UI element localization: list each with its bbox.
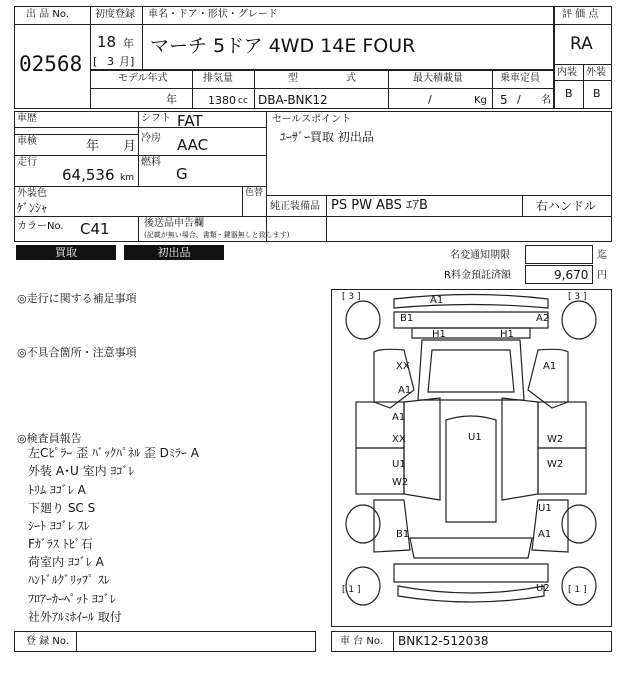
history-label: 車歴 xyxy=(17,113,37,124)
driving-notes-label: ◎走行に関する補足事項 xyxy=(17,292,137,305)
reg-no-label: 登 録 No. xyxy=(26,636,69,647)
divider xyxy=(14,127,266,128)
divider xyxy=(583,64,584,109)
inspection-year-unit: 年 xyxy=(86,139,100,154)
divider xyxy=(266,111,267,242)
divider xyxy=(14,24,91,25)
load-separator: / xyxy=(428,93,432,106)
damage-mark: H1 xyxy=(500,329,514,340)
ac-value: AAC xyxy=(177,136,209,154)
color-change-label: 色替 xyxy=(245,188,264,198)
recycle-unit: 円 xyxy=(597,270,607,281)
year-unit: 年 xyxy=(123,37,134,50)
divider xyxy=(138,111,139,186)
displacement-unit: cc xyxy=(238,96,248,106)
report-line: ｼｰﾄ ﾖｺﾞﾚ ｽﾚ xyxy=(28,519,90,533)
report-line: Fｶﾞﾗｽ ﾄﾋﾞ石 xyxy=(28,537,93,551)
diagram-corner-br: [ 1 ] xyxy=(568,585,587,595)
fuel-value: G xyxy=(176,165,188,183)
month-close: 月] xyxy=(119,55,135,68)
displacement-label: 排気量 xyxy=(203,73,233,84)
mileage-unit: km xyxy=(120,173,134,183)
divider xyxy=(242,186,243,216)
divider xyxy=(138,216,139,242)
defect-notes-label: ◎不具合箇所・注意事項 xyxy=(17,346,137,359)
sales-point-text: ﾕｰｻﾞｰ買取 初出品 xyxy=(280,130,374,144)
capacity-value: 5 xyxy=(500,93,508,107)
damage-mark: W2 xyxy=(547,459,564,470)
model-year-label: モデル年式 xyxy=(118,73,168,84)
report-line: ﾄﾘﾑ ﾖｺﾞﾚ A xyxy=(28,483,86,497)
model-year-unit: 年 xyxy=(166,93,177,106)
divider xyxy=(90,24,554,25)
report-line: ﾌﾛｱｰｶｰﾍﾟｯﾄ ﾖｺﾞﾚ xyxy=(28,592,116,606)
aftermarket-note: (記載が無い場合、書類・鍵器無しと致します) xyxy=(144,231,290,239)
displacement-value: 1380 xyxy=(208,94,236,107)
damage-mark: U1 xyxy=(538,503,552,514)
damage-mark: W2 xyxy=(392,477,409,488)
divider xyxy=(388,70,389,109)
name-change-label: 名変通知期限 xyxy=(450,250,510,261)
damage-mark: A2 xyxy=(536,313,550,324)
divider xyxy=(142,6,143,70)
report-line: 外装 A･U 室内 ﾖｺﾞﾚ xyxy=(28,464,135,478)
equipment-value: PS PW ABS ｴｱB xyxy=(331,198,428,213)
exterior-grade: B xyxy=(593,87,601,100)
report-line: 下廻り SC S xyxy=(28,501,96,515)
inspector-report-label: ◎検査員報告 xyxy=(17,432,82,445)
month-open: [ xyxy=(93,55,98,68)
divider xyxy=(326,216,327,242)
divider xyxy=(14,216,266,217)
type-label-2: 式 xyxy=(346,73,356,84)
divider xyxy=(326,195,327,216)
first-listing-badge: 初出品 xyxy=(124,245,224,260)
damage-mark: XX xyxy=(396,361,410,372)
damage-mark: A1 xyxy=(430,295,444,306)
diagram-corner-tr: [ 3 ] xyxy=(568,292,587,302)
inspection-label: 車検 xyxy=(17,136,37,147)
damage-mark: W2 xyxy=(547,434,564,445)
type-value: DBA-BNK12 xyxy=(258,93,328,107)
diagram-corner-tl: [ 3 ] xyxy=(342,292,361,302)
inspection-month-unit: 月 xyxy=(123,139,137,154)
report-line: 荷室内 ﾖｺﾞﾚ A xyxy=(28,555,104,569)
capacity-label: 乗車定員 xyxy=(500,73,540,84)
first-reg-year: 18 xyxy=(97,33,117,51)
divider xyxy=(266,216,612,217)
shift-value: FAT xyxy=(177,112,203,130)
damage-mark: B1 xyxy=(396,529,410,540)
report-line: 左Cﾋﾟﾗｰ 歪 ﾊﾞｯｸﾊﾟﾈﾙ 歪 Dﾐﾗｰ A xyxy=(28,446,199,460)
lot-number: 02568 xyxy=(19,52,83,76)
divider xyxy=(393,631,394,652)
shift-label: シフト xyxy=(141,113,171,124)
ext-color-value: ｹﾞﾝｼｬ xyxy=(17,201,48,215)
interior-label: 内装 xyxy=(557,67,577,78)
damage-mark: A1 xyxy=(398,385,412,396)
name-change-field xyxy=(525,245,593,264)
sales-point-label: セールスポイント xyxy=(272,114,352,125)
diagram-corner-bl: [ 1 ] xyxy=(342,585,361,595)
first-reg-label: 初度登録 xyxy=(95,9,135,20)
report-line: ﾊﾝﾄﾞﾙｸﾞﾘｯﾌﾟ ｽﾚ xyxy=(28,573,110,587)
divider xyxy=(14,155,266,156)
damage-mark: A1 xyxy=(392,412,406,423)
divider xyxy=(254,70,255,109)
damage-mark: A1 xyxy=(543,361,557,372)
color-no-value: C41 xyxy=(80,220,110,238)
equipment-label: 純正装備品 xyxy=(270,201,320,212)
ext-color-label: 外装色 xyxy=(17,188,47,199)
divider xyxy=(14,186,266,187)
exterior-label: 外装 xyxy=(586,67,606,78)
grade-value: RA xyxy=(570,34,593,54)
car-outline xyxy=(332,290,611,626)
divider xyxy=(76,631,77,652)
interior-grade: B xyxy=(565,87,573,100)
capacity-separator: / xyxy=(517,93,521,106)
lot-label: 出 品 No. xyxy=(26,9,69,20)
name-change-unit: 迄 xyxy=(597,250,607,261)
damage-mark: A1 xyxy=(538,529,552,540)
car-name-label: 車名・ドア・形状・グレード xyxy=(148,9,278,20)
damage-mark: XX xyxy=(392,434,406,445)
load-unit: Kg xyxy=(474,95,487,106)
color-no-label: カラーNo. xyxy=(17,221,64,232)
mileage-label: 走行 xyxy=(17,157,37,168)
divider xyxy=(90,88,554,89)
recycle-value: 9,670 xyxy=(554,268,589,282)
chassis-value: BNK12-512038 xyxy=(398,634,489,648)
damage-mark: H1 xyxy=(432,329,446,340)
chassis-label: 車 台 No. xyxy=(340,636,383,647)
first-reg-month: 3 xyxy=(107,55,114,68)
capacity-unit: 名 xyxy=(541,95,551,106)
divider xyxy=(554,24,612,25)
divider xyxy=(192,70,193,109)
ac-label: 冷房 xyxy=(141,133,161,144)
handle-side: 右ハンドル xyxy=(536,199,597,213)
grade-label: 評 価 点 xyxy=(562,9,599,20)
damage-mark: B1 xyxy=(400,313,414,324)
divider xyxy=(266,195,612,196)
mileage-value: 64,536 xyxy=(62,166,115,184)
load-label: 最大積載量 xyxy=(413,73,463,84)
type-label: 型 xyxy=(288,73,298,84)
aftermarket-label: 後送品申告欄 xyxy=(144,218,204,229)
divider xyxy=(14,134,138,135)
fuel-label: 燃料 xyxy=(141,157,161,168)
report-line: 社外ｱﾙﾐﾎｲｰﾙ 取付 xyxy=(28,610,122,624)
divider xyxy=(522,195,523,216)
car-name: マーチ 5ドア 4WD 14E FOUR xyxy=(150,35,416,57)
divider xyxy=(492,70,493,109)
damage-diagram xyxy=(331,289,612,627)
damage-mark: U1 xyxy=(392,459,406,470)
recycle-label: R料金預託済額 xyxy=(444,270,511,281)
buyout-badge: 買取 xyxy=(16,245,116,260)
damage-mark: U2 xyxy=(536,583,550,594)
damage-mark: U1 xyxy=(468,432,482,443)
